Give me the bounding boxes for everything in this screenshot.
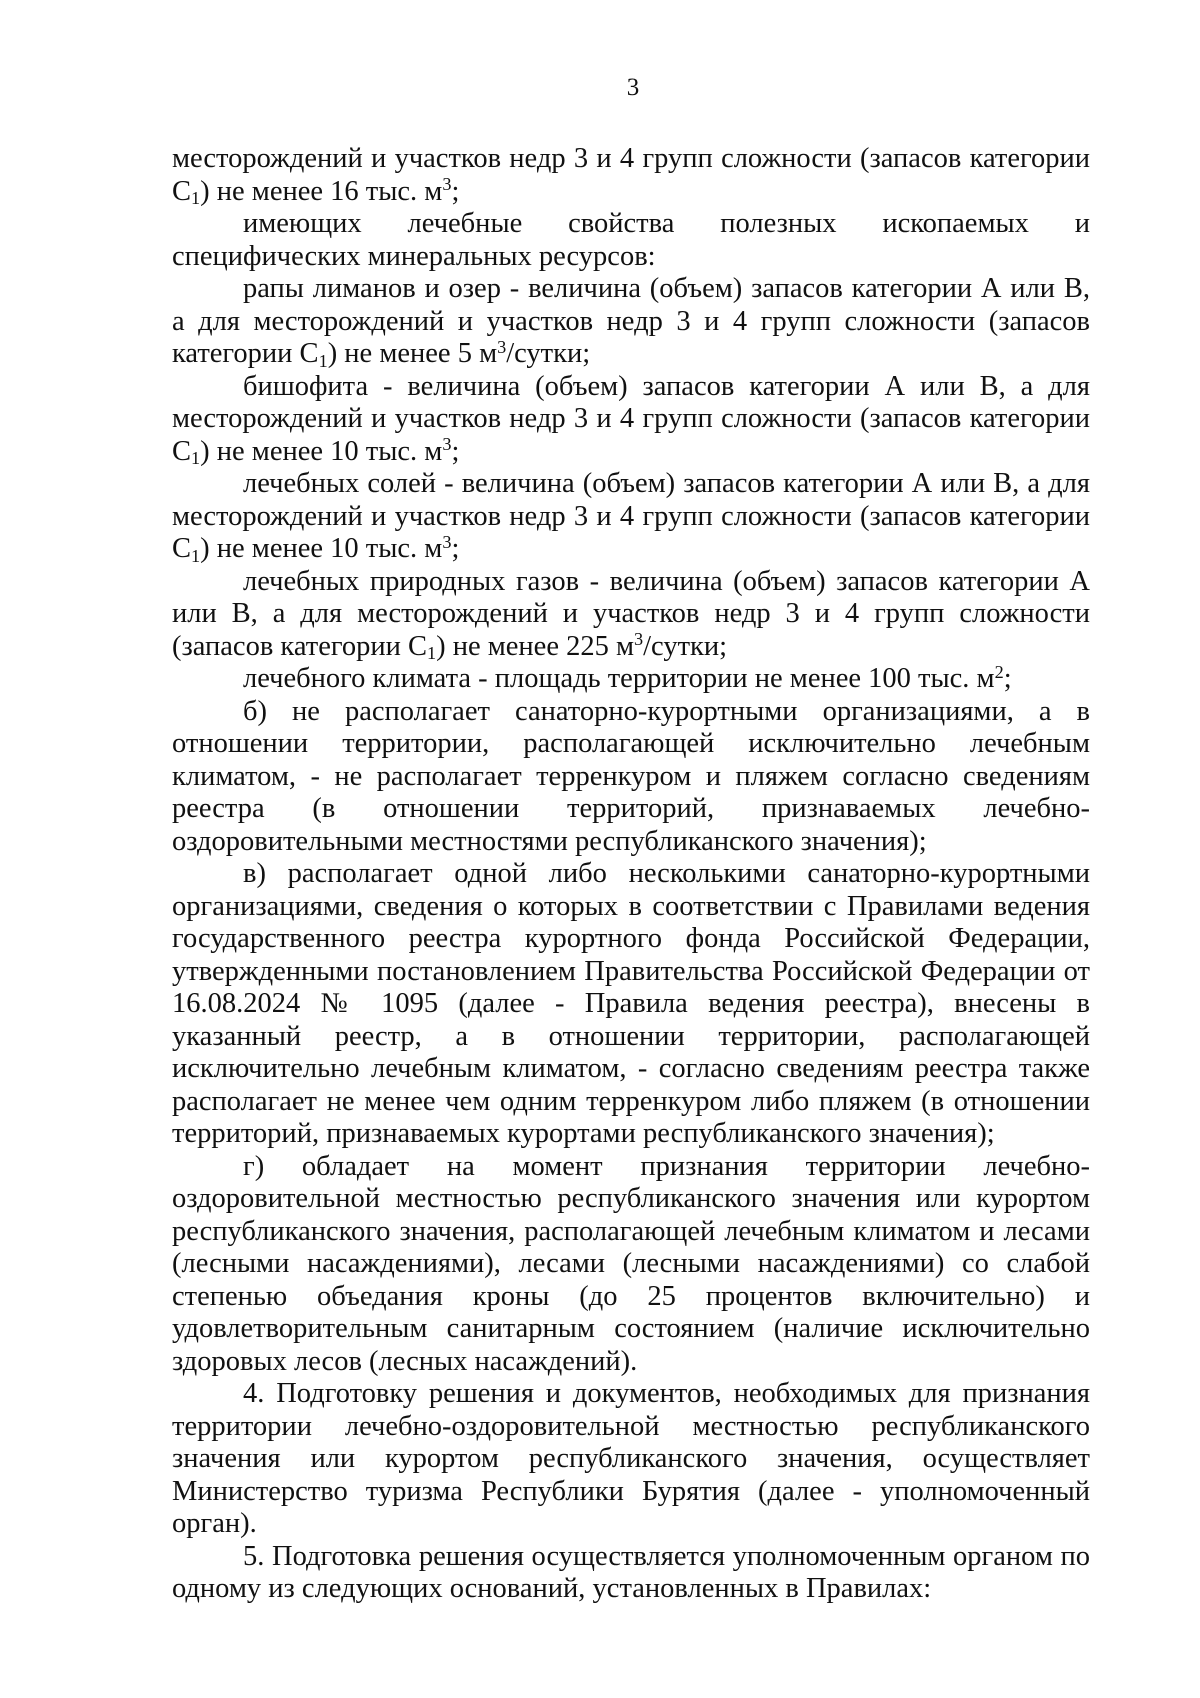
text-run: ) не менее 5 м	[327, 338, 498, 369]
superscript: 3	[634, 629, 644, 650]
text-run: лечебного климата - площадь территории не менее 100 тыс. м	[243, 663, 995, 694]
paragraph	[172, 858, 1090, 1151]
paragraph	[172, 1151, 1090, 1379]
text-run: ) не менее 10 тыс. м	[200, 533, 443, 564]
text-run: ;	[1003, 663, 1012, 694]
superscript: 3	[442, 531, 452, 552]
text-run: бишофита - величина (объем) запасов категории А или В, а для месторождений и участков недр 3 и 4 групп сложности (запасов категории С	[172, 370, 1090, 467]
text-run: ) не менее 10 тыс. м	[200, 435, 443, 467]
text-run: лечебных солей - величина (объем) запасов категории А или В, а для месторождений и участков недр 3 и 4 групп сложности (запасов категории С	[172, 468, 1090, 564]
subscript: 1	[191, 545, 201, 566]
page-number: 3	[626, 74, 640, 101]
superscript: 3	[442, 434, 452, 455]
text-run: месторождений и участков недр 3 и 4 групп сложности (запасов категории С	[172, 143, 1090, 207]
paragraph	[172, 371, 1090, 469]
text-run: /сутки;	[643, 630, 728, 662]
text-run: ;	[451, 175, 460, 207]
text-run: б) не располагает санаторно-курортными организациями, а в отношении территории, располагающей исключительно лечебным климатом, - не располагает терренкуром и пляжем согласно сведениям реестра (в отношении территорий, признаваемых лечебно-оздоровительными местностями республиканского значения);	[172, 695, 1090, 857]
subscript: 1	[426, 643, 437, 664]
paragraph	[172, 566, 1090, 664]
subscript: 1	[191, 188, 201, 209]
superscript: 3	[497, 336, 507, 357]
paragraph	[172, 1378, 1090, 1541]
paragraph	[172, 143, 1090, 208]
text-run: имеющих лечебные свойства полезных ископаемых и специфических минеральных ресурсов:	[172, 208, 1090, 272]
text-run: г) обладает на момент признания территории лечебно-оздоровительной местностью республиканского значения или курортом республиканского значения, располагающей лечебным климатом и лесами (лесными насаждениями), лесами (лесными насаждениями) со слабой степенью объедания кроны (до 25 процентов включительно) и удовлетворительным санитарным состоянием (наличие исключительно здоровых лесов (лесных насаждений).	[172, 1150, 1090, 1377]
subscript: 1	[318, 350, 328, 371]
paragraph	[172, 663, 1090, 696]
paragraph	[172, 1541, 1090, 1606]
text-run: лечебных природных газов - величина (объем) запасов категории А или В, а для месторождений и участков недр 3 и 4 групп сложности (запасов категории С	[172, 565, 1090, 662]
subscript: 1	[191, 448, 201, 469]
text-run: 4. Подготовку решения и документов, необходимых для признания территории лечебно-оздоровительной местностью республиканского значения или курортом республиканского значения, осуществляет Министерство туризма Республики Бурятия (далее - уполномоченный орган).	[172, 1378, 1090, 1539]
paragraph	[172, 468, 1090, 566]
text-run: ;	[451, 533, 460, 564]
text-run: в) располагает одной либо несколькими санаторно-курортными организациями, сведения о которых в соответствии с Правилами ведения государственного реестра курортного фонда Российской Федерации, утвержденными постановлением Правительства Российской Федерации от 16.08.2024 № 1095 (далее - Правила ведения реестра), внесены в указанный реестр, а в отношении территории, располагающей исключительно лечебным климатом, - согласно сведениям реестра также располагает не менее чем одним терренкуром либо пляжем (в отношении территорий, признаваемых курортами республиканского значения);	[172, 858, 1090, 1149]
text-run: рапы лиманов и озер - величина (объем) запасов категории А или В, а для месторождений и участков недр 3 и 4 групп сложности (запасов категории С	[172, 273, 1090, 369]
text-run: 5. Подготовка решения осуществляется уполномоченным органом по одному из следующих оснований, установленных в Правилах:	[172, 1540, 1090, 1604]
text-run: /сутки;	[506, 338, 591, 369]
text-run: ) не менее 16 тыс. м	[200, 175, 443, 207]
text-run: ;	[451, 435, 460, 467]
superscript: 2	[994, 661, 1004, 682]
paragraph	[172, 208, 1090, 273]
text-run: ) не менее 225 м	[436, 630, 635, 662]
paragraph	[172, 696, 1090, 859]
paragraph	[172, 273, 1090, 371]
document-body	[172, 143, 1090, 1606]
superscript: 3	[442, 174, 452, 195]
